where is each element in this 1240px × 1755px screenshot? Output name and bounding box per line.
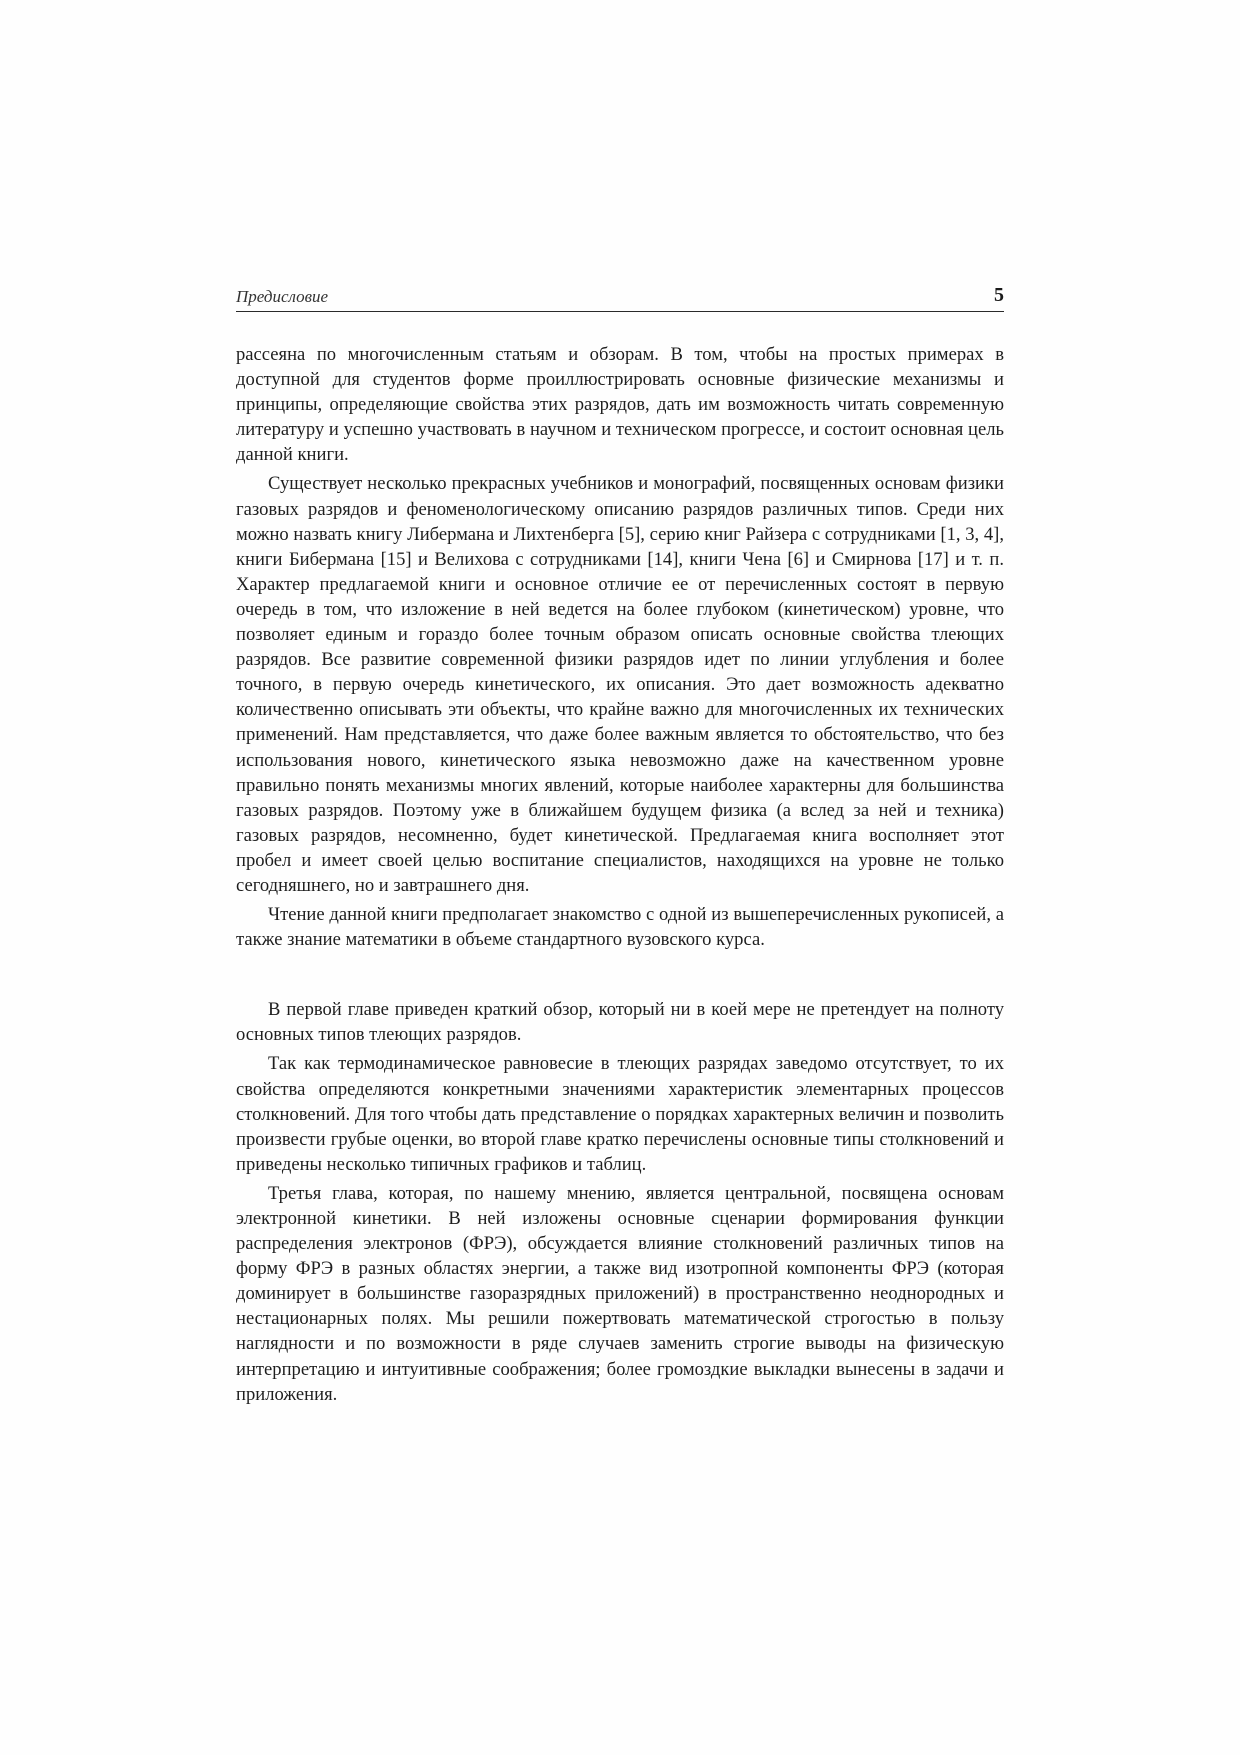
paragraph-existing-textbooks: Существует несколько прекрасных учебников и монографий, посвященных основам физики газовых разрядов и феноменологическому описанию разрядов различных типов. Среди них можно назвать книгу Либермана и Лихтенберга [5], серию книг Райзера с сотрудниками [1, 3, 4], книги Бибермана [15] и Велихова с сотрудниками [14], книги Чена [6] и Смирнова [17] и т. п. Характер предлагаемой книги и основное отличие ее от перечисленных состоят в первую очередь в том, что изложение в ней ведется на более глубоком (кинетическом) уровне, что позволяет единым и гораздо более точным образом описать основные свойства тлеющих разрядов. Все развитие современной физики разрядов идет по линии углубления и более точного, в первую очередь кинетического, их описания. Это дает возможность адекватно количественно описывать эти объекты, что крайне важно для многочисленных их технических применений. Нам представляется, что даже более важным является то обстоятельство, что без использования нового, кинетического языка невозможно даже на качественном уровне правильно понять механизмы многих явлений, которые наиболее характерны для большинства газовых разрядов. Поэтому уже в ближайшем будущем физика (а вслед за ней и техника) газовых разрядов, несомненно, будет кинетической. Предлагаемая книга восполняет этот пробел и имеет своей целью воспитание специалистов, находящихся на уровне не только сегодняшнего, но и завтрашнего дня. xyxy=(236,473,1004,896)
paragraph-chapter-one: В первой главе приведен краткий обзор, который ни в коей мере не претендует на полноту основных типов тлеющих разрядов. xyxy=(236,999,1004,1046)
running-header xyxy=(236,281,1004,312)
paragraph-prerequisites: Чтение данной книги предполагает знакомство с одной из вышеперечисленных рукописей, а также знание математики в объеме стандартного вузовского курса. xyxy=(236,904,1004,951)
body-text xyxy=(236,342,1004,1407)
paragraph-chapter-three: Третья глава, которая, по нашему мнению, является центральной, посвящена основам электронной кинетики. В ней изложены основные сценарии формирования функции распределения электронов (ФРЭ), обсуждается влияние столкновений различных типов на форму ФРЭ в разных областях энергии, а также вид изотропной компоненты ФРЭ (которая доминирует в большинстве газоразрядных приложений) в пространственно неоднородных и нестационарных полях. Мы решили пожертвовать математической строгостью в пользу наглядности и по возможности в ряде случаев заменить строгие выводы на физическую интерпретацию и интуитивные соображения; более громоздкие выкладки вынесены в задачи и приложения. xyxy=(236,1182,1004,1405)
running-title: Предисловие xyxy=(236,287,329,306)
paragraph-continuation: рассеяна по многочисленным статьям и обзорам. В том, чтобы на простых примерах в доступной для студентов форме проиллюстрировать основные физические механизмы и принципы, определяющие свойства этих разрядов, дать им возможность читать современную литературу и успешно участвовать в научном и техническом прогрессе, и состоит основная цель данной книги. xyxy=(236,344,1004,466)
paragraph-chapter-two: Так как термодинамическое равновесие в тлеющих разрядах заведомо отсутствует, то их свойства определяются конкретными значениями характеристик элементарных процессов столкновений. Для того чтобы дать представление о порядках характерных величин и позволить произвести грубые оценки, во второй главе кратко перечислены основные типы столкновений и приведены несколько типичных графиков и таблиц. xyxy=(236,1053,1004,1175)
page-number: 5 xyxy=(994,284,1004,306)
